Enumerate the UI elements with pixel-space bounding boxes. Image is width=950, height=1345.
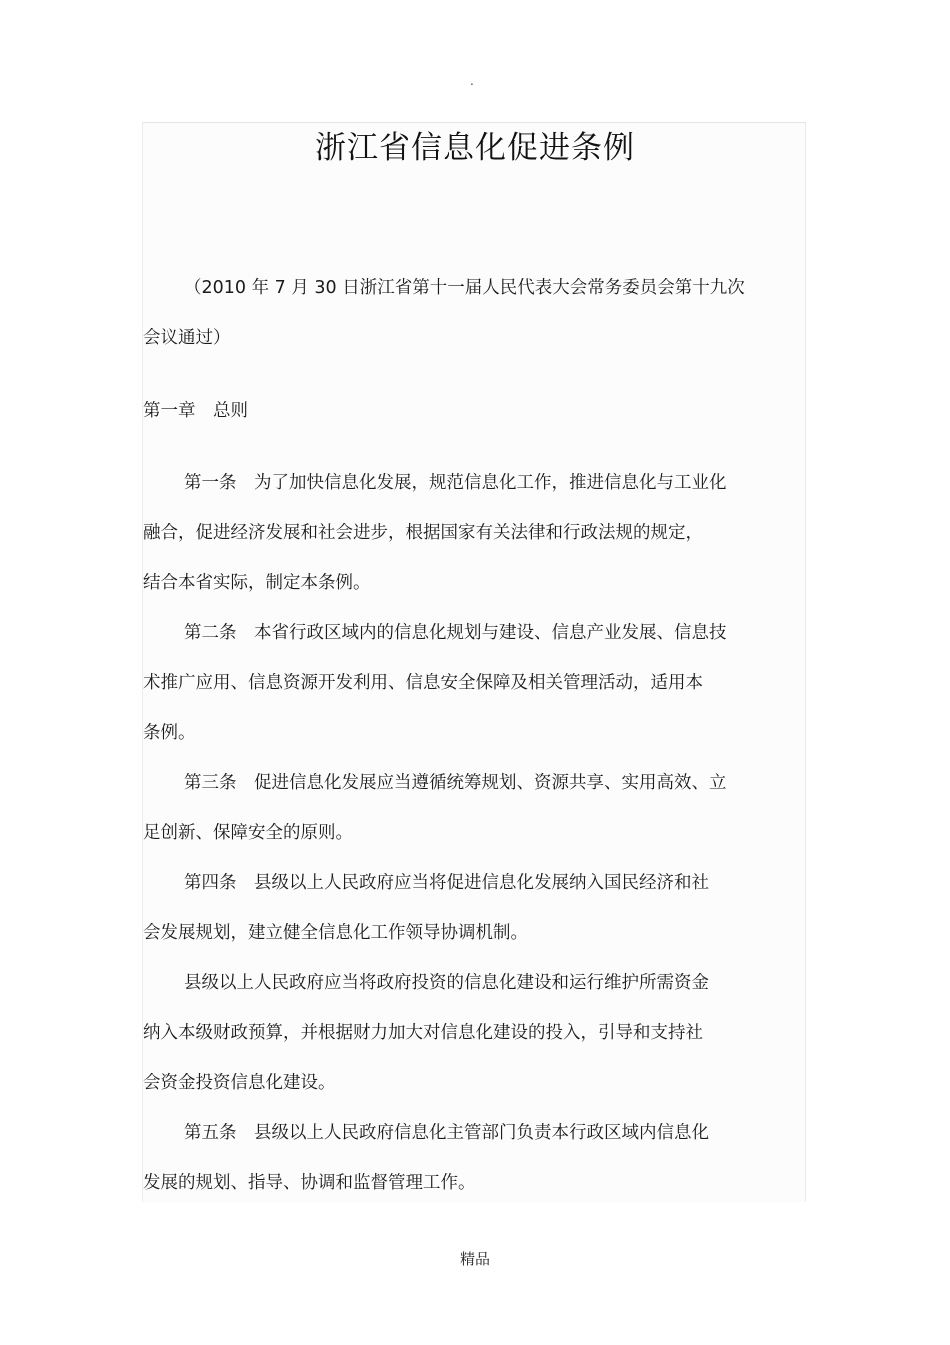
article-line: 会资金投资信息化建设。 [143,1073,336,1093]
top-mark: . [470,74,474,88]
article-line: 纳入本级财政预算，并根据财力加大对信息化建设的投入，引导和支持社 [143,1023,703,1043]
article-line: 术推广应用、信息资源开发利用、信息安全保障及相关管理活动，适用本 [143,673,703,693]
article-line: 发展的规划、指导、协调和监督管理工作。 [143,1173,476,1193]
article-line: 第一条 为了加快信息化发展，规范信息化工作，推进信息化与工业化 [184,473,727,493]
chapter-heading: 第一章 总则 [143,401,248,421]
article-line: 条例。 [143,723,196,743]
preamble-line: 会议通过） [143,328,231,348]
article-line: 第二条 本省行政区域内的信息化规划与建设、信息产业发展、信息技 [184,623,727,643]
document-title: 浙江省信息化促进条例 [315,130,635,166]
preamble-line: （2010 年 7 月 30 日浙江省第十一届人民代表大会常务委员会第十九次 [184,278,745,298]
page-footer: 精品 [459,1250,490,1268]
article-line: 会发展规划，建立健全信息化工作领导协调机制。 [143,923,528,943]
article-line: 第四条 县级以上人民政府应当将促进信息化发展纳入国民经济和社 [184,873,709,893]
article-line: 第五条 县级以上人民政府信息化主管部门负责本行政区域内信息化 [184,1123,709,1143]
article-line: 融合，促进经济发展和社会进步，根据国家有关法律和行政法规的规定， [143,523,703,543]
article-line: 第三条 促进信息化发展应当遵循统筹规划、资源共享、实用高效、立 [184,773,727,793]
article-line: 足创新、保障安全的原则。 [143,823,353,843]
article-line: 结合本省实际，制定本条例。 [143,573,371,593]
article-line: 县级以上人民政府应当将政府投资的信息化建设和运行维护所需资金 [184,973,709,993]
